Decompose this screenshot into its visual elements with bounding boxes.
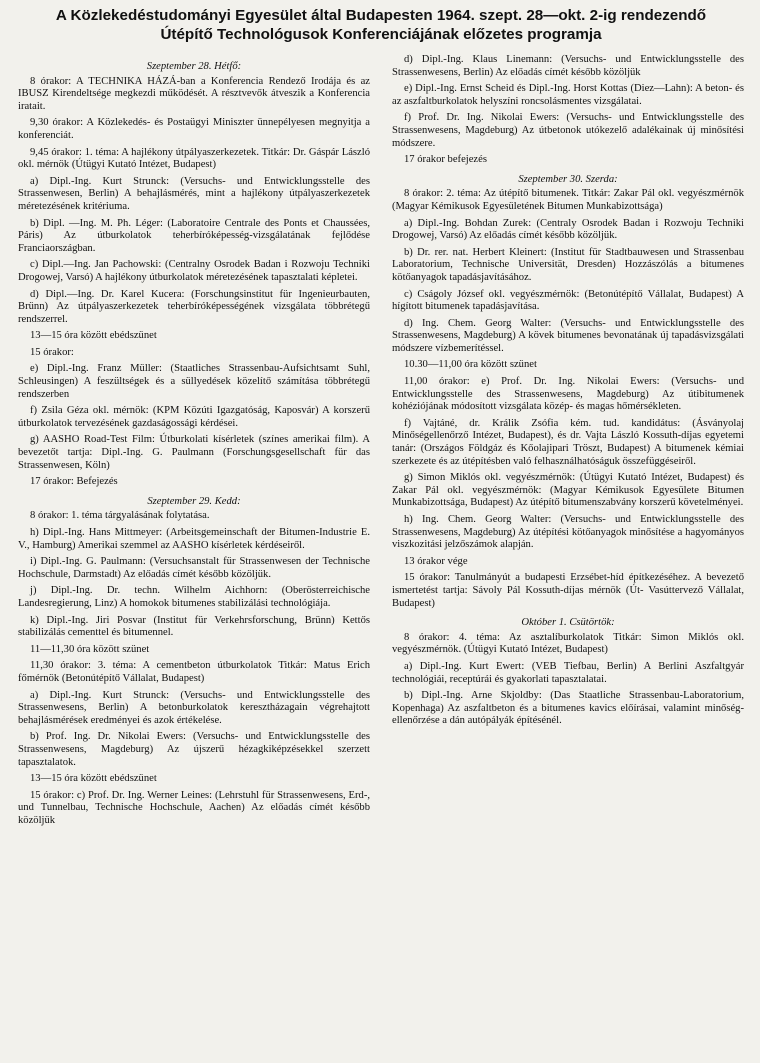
program-entry: b) Prof. Ing. Dr. Nikolai Ewers: (Versuchs- und Entwicklungsstelle des Strassenwesens, Magdeburg) Az újszerű hézagkiképzésekkel szerzett tapasztalatok. (18, 731, 370, 768)
program-entry: d) Dipl.-Ing. Klaus Linemann: (Versuchs- und Entwicklungsstelle des Strassenwesens, Berlin) Az előadás címét később közöljük (392, 54, 744, 78)
program-entry: f) Vajtáné, dr. Králik Zsófia kém. tud. kandidátus: (Ásványolaj Minőségellenőrző Intézet, Budapest), és dr. Vajta László Kossuth-díjas egyetemi tanár: (Országos Földgáz és Kőolajipari Tröszt, Budapest) A bitumenek kémiai szerkezete és az útépítésben való felhasználhatóságuk összefüggéseiről. (392, 417, 744, 467)
program-entry: 17 órakor befejezés (404, 154, 487, 166)
program-entry: d) Dipl.—Ing. Dr. Karel Kucera: (Forschungsinstitut für Ingenieurbauten, Brünn) Az útpályaszerkezetek teherbíróképességének vizsgálata többrétegű rendszerrel. (18, 288, 370, 325)
program-entry: 17 órakor: Befejezés (30, 476, 118, 488)
program-entry: h) Dipl.-Ing. Hans Mittmeyer: (Arbeitsgemeinschaft der Bitumen-Industrie E. V., Hamburg) Amerikai szemmel az AASHO kísérletek kérdéseiről. (18, 527, 370, 551)
program-entry: a) Dipl.-Ing. Kurt Ewert: (VEB Tiefbau, Berlin) A Berlini Aszfaltgyár technológiái, receptúrái és gyakorlati tapasztalatai. (392, 660, 744, 685)
program-entry: d) Ing. Chem. Georg Walter: (Versuchs- und Entwicklungsstelle des Strassenwesens, Magdeburg) A kövek bitumenes bevonatának új tapadásvizsgálati módszere vízbemerítéssel. (392, 317, 744, 354)
program-entry: g) AASHO Road-Test Film: Útburkolati kísérletek (színes amerikai film). A bevezetőt tartja: Dipl.-Ing. G. Paulmann (Forschungsgesellschaft für das Strassenwesen, Köln) (18, 434, 370, 471)
program-entry: e) Dipl.-Ing. Franz Müller: (Staatliches Strassenbau-Aufsichtsamt Suhl, Schleusingen) A feszültségek és a süllyedések közelítő számítása többrétegű rendszerben (18, 363, 370, 400)
program-entry: 8 órakor: A TECHNIKA HÁZÁ-ban a Konferencia Rendező Irodája és az IBUSZ Kirendeltsége megkezdi működését. A résztvevők átveszik a Konferencia iratait. (18, 75, 370, 112)
program-entry: 11,30 órakor: 3. téma: A cementbeton útburkolatok Titkár: Matus Erich főmérnök (Betonútépítő Vállalat, Budapest) (18, 660, 370, 684)
program-entry: 11—11,30 óra között szünet (30, 643, 150, 655)
program-entry: 15 órakor: (30, 346, 74, 358)
title-line-1: A Közlekedéstudományi Egyesület által Budapesten 1964. szept. 28—okt. 2-ig rendezendő (55, 7, 707, 24)
program-entry: 15 órakor: c) Prof. Dr. Ing. Werner Leines: (Lehrstuhl für Strassenwesens, Erd-, und Tunnelbau, Technische Hochschule, Aachen) Az előadás címét később közöljük (18, 789, 370, 826)
program-entry: 13—15 óra között ebédszünet (30, 773, 157, 785)
program-entry: 8 órakor: 2. téma: Az útépítő bitumenek. Titkár: Zakar Pál okl. vegyészmérnök (Magyar Kémikusok Egyesületének Bitumen Munkabizottsága) (392, 188, 744, 212)
program-entry: 11,00 órakor: e) Prof. Dr. Ing. Nikolai Ewers: (Versuchs- und Entwicklungsstelle des Strassenwesens, Magdeburg) Az útibitumenek kohéziójának módosított vizsgálata közép- és magas hőmérsékleten. (392, 376, 744, 413)
program-entry: j) Dipl.-Ing. Dr. techn. Wilhelm Aichhorn: (Oberösterreichische Landesregierung, Linz) A homokok bitumenes stabilizálási technológiája. (18, 585, 370, 609)
program-entry: a) Dipl.-Ing. Bohdan Zurek: (Centraly Osrodek Badan i Rozwoju Techniki Drogowej, Varsó) Az előadás címét később közöljük. (392, 217, 744, 242)
program-entry: i) Dipl.-Ing. G. Paulmann: (Versuchsanstalt für Strassenwesen der Technische Hochschule, Darmstadt) Az előadás címét később közöljük. (18, 556, 370, 580)
program-entry: 15 órakor: Tanulmányút a budapesti Erzsébet-híd építkezéséhez. A bevezető ismertetést tartja: Sávoly Pál Kossuth-díjas mérnök (Út- Vasúttervező Vállalat, Budapest) (392, 572, 744, 609)
program-entry: 8 órakor: 1. téma tárgyalásának folytatása. (30, 510, 210, 522)
day-heading-tuesday: Szeptember 29. Kedd: (147, 495, 241, 507)
program-entry: k) Dipl.-Ing. Jiri Posvar (Institut für Verkehrsforschung, Brünn) Kettős stabilizálás cementtel és bitumennel. (18, 614, 370, 639)
program-entry: a) Dipl.-Ing. Kurt Strunck: (Versuchs- und Entwicklungsstelle des Strassenwesens, Berlin) A betonburkolatok keresztházagain végrehajtott behajlásmérések eredményei és azok értékelése. (18, 689, 370, 726)
program-entry: 10.30—11,00 óra között szünet (404, 359, 537, 371)
program-entry: 13 órakor vége (404, 555, 468, 567)
program-entry: c) Cságoly József okl. vegyészmérnök: (Betonútépítő Vállalat, Budapest) A hígított bitumenek tapadásjavítása. (392, 288, 744, 313)
program-entry: 9,30 órakor: A Közlekedés- és Postaügyi Miniszter ünnepélyesen megnyitja a konferenciát. (18, 117, 370, 141)
program-entry: b) Dr. rer. nat. Herbert Kleinert: (Institut für Stadtbauwesen und Strassenbau Laboratorium, Technische Universität, Dresden) Hozzászólás a bitumenes kötőanyagok tapadásjavításához. (392, 246, 744, 283)
program-entry: e) Dipl.-Ing. Ernst Scheid és Dipl.-Ing. Horst Kottas (Diez—Lahn): A beton- és az aszfaltburkolatok helyszíni roncsolásmentes vizsgálatai. (392, 83, 744, 107)
program-entry: h) Ing. Chem. Georg Walter: (Versuchs- und Entwicklungsstelle des Strassenwesens, Magdeburg) Az útépítési kötőanyagok minősítése a hagyományos viszkozitási jelzőszámok alapján. (392, 514, 744, 551)
program-entry: 8 órakor: 4. téma: Az asztalíburkolatok Titkár: Simon Miklós okl. vegyészmérnök. (Útügyi Kutató Intézet, Budapest) (392, 631, 744, 656)
program-entry: b) Dipl. —Ing. M. Ph. Léger: (Laboratoire Centrale des Ponts et Chaussées, Páris) Az útburkolatok teherbíróképesség-vizsgálatának fejlődése Franciaországban. (18, 217, 370, 254)
program-entry: g) Simon Miklós okl. vegyészmérnök: (Útügyi Kutató Intézet, Budapest) és Zakar Pál okl. vegyészmérnök: (Magyar Kémikusok Egyesülete Bitumen Munkabizottsága, Budapest) Az útépítő bitumenszabvány korszerű követelményei. (392, 472, 744, 509)
program-entry: c) Dipl.—Ing. Jan Pachowski: (Centralny Osrodek Badan i Rozwoju Techniki Drogowej, Varsó) A hajlékony útburkolatok méretezésének tapasztalati képletei. (18, 259, 370, 283)
program-entry: f) Prof. Dr. Ing. Nikolai Ewers: (Versuchs- und Entwicklungsstelle des Strassenwesens, Magdeburg) Az útbetonok utókezelő adalékainak új minősítési módszere. (392, 112, 744, 149)
program-entry: a) Dipl.-Ing. Kurt Strunck: (Versuchs- und Entwicklungsstelle des Strassenwesen, Berlin) A behajlásmérés, mint a hajlékony útpályaszerkezetek méretezésének kritériuma. (18, 175, 370, 212)
program-entry: 9,45 órakor: 1. téma: A hajlékony útpályaszerkezetek. Titkár: Dr. Gáspár László okl. mérnök (Útügyi Kutató Intézet, Budapest) (18, 146, 370, 171)
day-heading-wednesday: Szeptember 30. Szerda: (518, 173, 618, 185)
left-column (18, 54, 370, 831)
program-entry: 13—15 óra között ebédszünet (30, 330, 157, 342)
right-column (392, 54, 744, 831)
document-title (18, 6, 744, 44)
two-column-body (18, 54, 744, 831)
program-entry: b) Dipl.-Ing. Arne Skjoldby: (Das Staatliche Strassenbau-Laboratorium, Kopenhaga) Az aszfaltbeton és a bitumenes kavics előírásai, valamint minőség-ellenőrzése a dán autópályák építésénél. (392, 690, 744, 727)
day-heading-thursday: Október 1. Csütörtök: (521, 617, 615, 629)
title-line-2: Útépítő Technológusok Konferenciájának előzetes programja (160, 26, 602, 43)
day-heading-monday: Szeptember 28. Hétfő: (146, 61, 242, 72)
program-entry: f) Zsila Géza okl. mérnök: (KPM Közúti Igazgatóság, Kaposvár) A korszerű útburkolatok tervezésének gazdaságossági kérdései. (18, 405, 370, 429)
